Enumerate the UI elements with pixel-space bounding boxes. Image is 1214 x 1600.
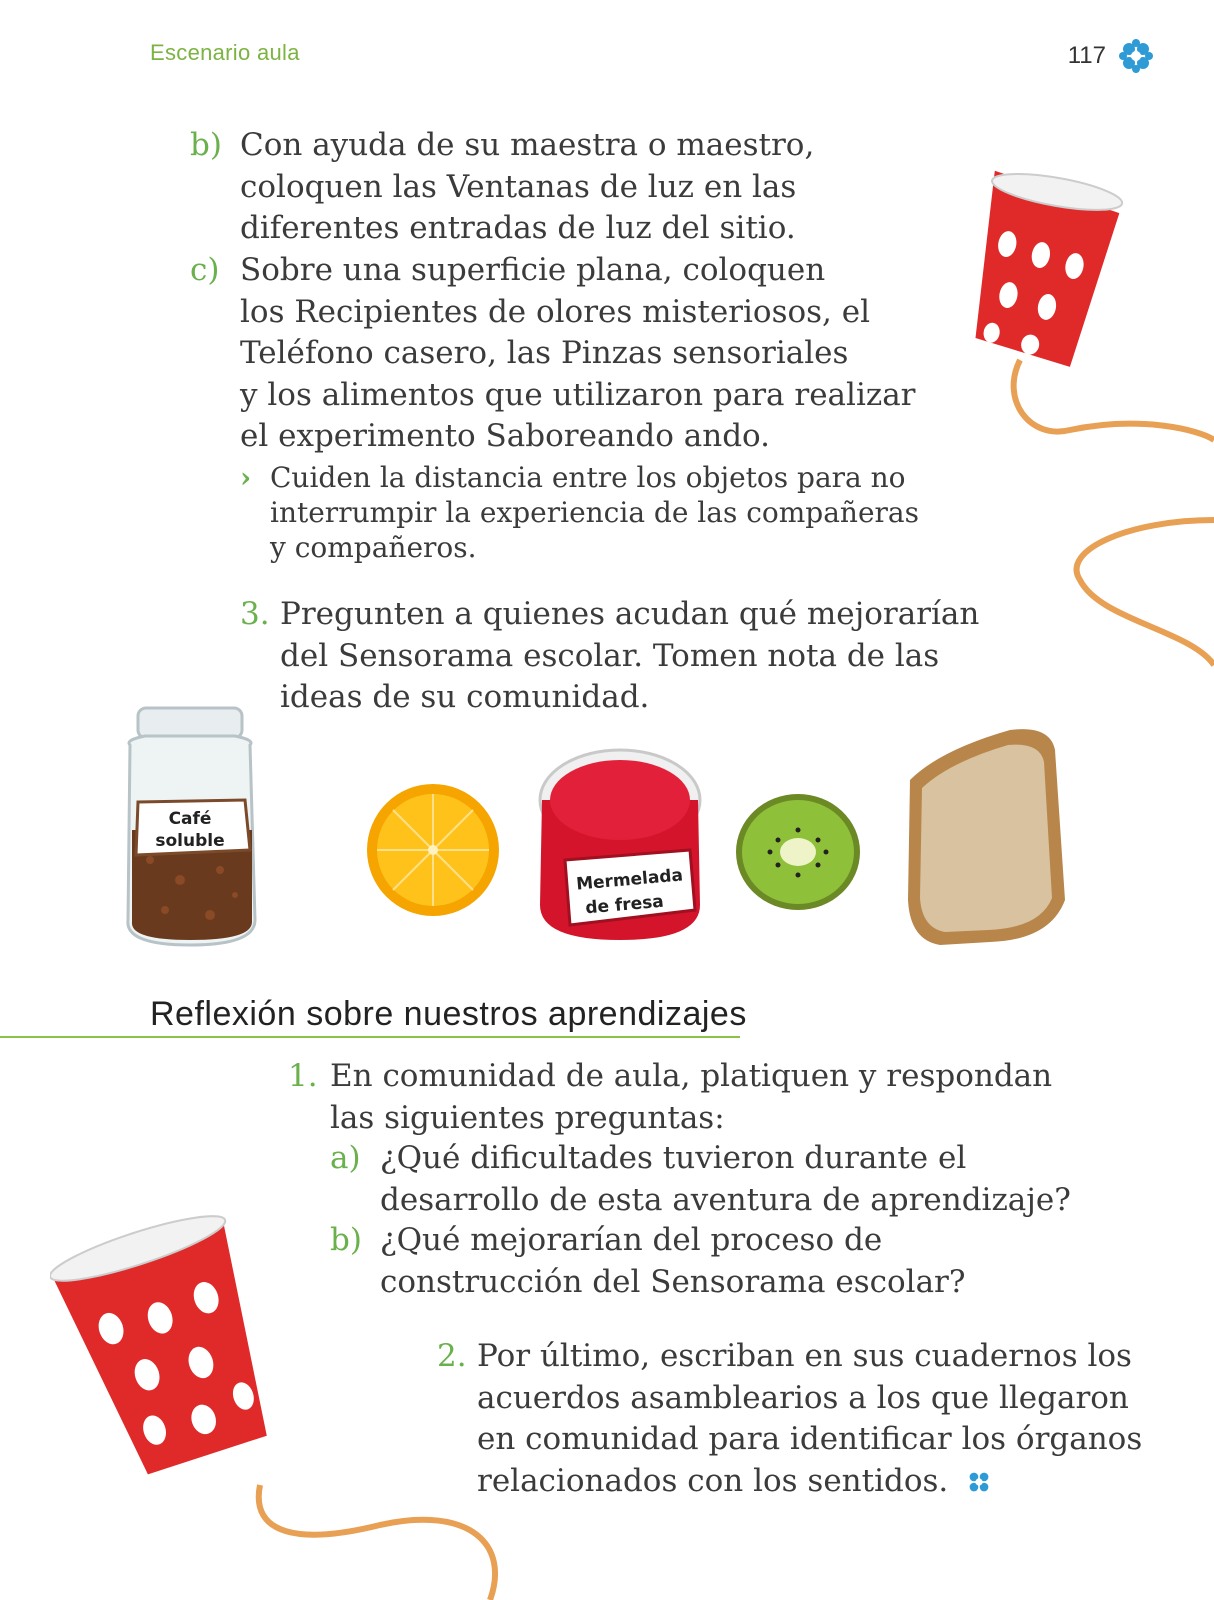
page-number: 117: [1067, 42, 1106, 69]
text-line-end: relacionados con los sentidos.: [477, 1462, 949, 1499]
kiwi-slice-image: [736, 794, 860, 910]
step-c: [190, 250, 916, 458]
coffee-label-line-1: Café: [168, 809, 212, 829]
step-b: [190, 125, 814, 250]
text-line: Por último, escriban en sus cuadernos los: [477, 1338, 1132, 1374]
question-a-marker: a): [330, 1140, 361, 1176]
text-line: ideas de su comunidad.: [280, 679, 650, 715]
text-line: coloquen las Ventanas de luz en las: [240, 168, 797, 205]
bullet-chevron-icon: ›: [240, 461, 252, 494]
text-line: Cuiden la distancia entre los objetos para no: [270, 461, 906, 494]
flower-logo-icon: [1118, 38, 1154, 74]
flower-end-icon: [966, 1469, 992, 1495]
text-line: y compañeros.: [270, 531, 477, 564]
text-line: ¿Qué dificultades tuvieron durante el: [380, 1140, 967, 1176]
coffee-label-line-2: soluble: [155, 831, 225, 851]
reflection-step-2: [437, 1336, 1142, 1502]
jam-label-line-1: Mermelada: [575, 865, 684, 895]
step-3-marker: 3.: [240, 596, 270, 632]
bullet-note: [240, 460, 919, 565]
text-line: acuerdos asamblearios a los que llegaron: [477, 1379, 1129, 1416]
section-divider: [0, 1036, 740, 1038]
text-line: las siguientes preguntas:: [330, 1099, 725, 1136]
text-line: y los alimentos que utilizaron para realizar: [240, 376, 916, 413]
text-line: ¿Qué mejorarían del proceso de: [380, 1222, 883, 1258]
text-line: interrumpir la experiencia de las compañeras: [270, 496, 919, 529]
text-line: Con ayuda de su maestra o maestro,: [240, 127, 815, 163]
section-title: Reflexión sobre nuestros aprendizajes: [150, 995, 747, 1033]
text-line: en comunidad para identificar los órganos: [477, 1421, 1143, 1457]
text-line: construcción del Sensorama escolar?: [380, 1263, 966, 1300]
paper-cup-telephone-top: [960, 160, 1214, 680]
page-header-right: [1068, 38, 1154, 74]
food-items-illustration: [110, 700, 1070, 970]
strawberry-jam-jar-image: [540, 750, 700, 940]
text-line: el experimento Saboreando ando.: [240, 418, 771, 454]
text-line: Teléfono casero, las Pinzas sensoriales: [240, 335, 849, 371]
text-line: Sobre una superficie plana, coloquen: [240, 252, 826, 288]
orange-slice-image: [367, 784, 499, 916]
jam-label-line-2: de fresa: [584, 891, 665, 919]
text-line: desarrollo de esta aventura de aprendizaje?: [380, 1181, 1071, 1218]
text-line: Pregunten a quienes acudan qué mejorarían: [280, 596, 980, 632]
section-label: Escenario aula: [150, 40, 300, 65]
coffee-jar-image: [128, 708, 255, 945]
reflection-step-1: [288, 1056, 1052, 1139]
text-line: En comunidad de aula, platiquen y respondan: [330, 1058, 1053, 1094]
text-line: [477, 1461, 1142, 1503]
text-line: diferentes entradas de luz del sitio.: [240, 210, 796, 246]
step-b-marker: b): [190, 127, 222, 163]
question-b-marker: b): [330, 1222, 362, 1258]
text-line: del Sensorama escolar. Tomen nota de las: [280, 637, 940, 674]
reflection-step-1-marker: 1.: [288, 1058, 318, 1094]
reflection-step-2-marker: 2.: [437, 1338, 467, 1374]
step-c-marker: c): [190, 252, 220, 288]
toast-slice-image: [908, 729, 1065, 945]
text-line: los Recipientes de olores misteriosos, el: [240, 293, 871, 330]
